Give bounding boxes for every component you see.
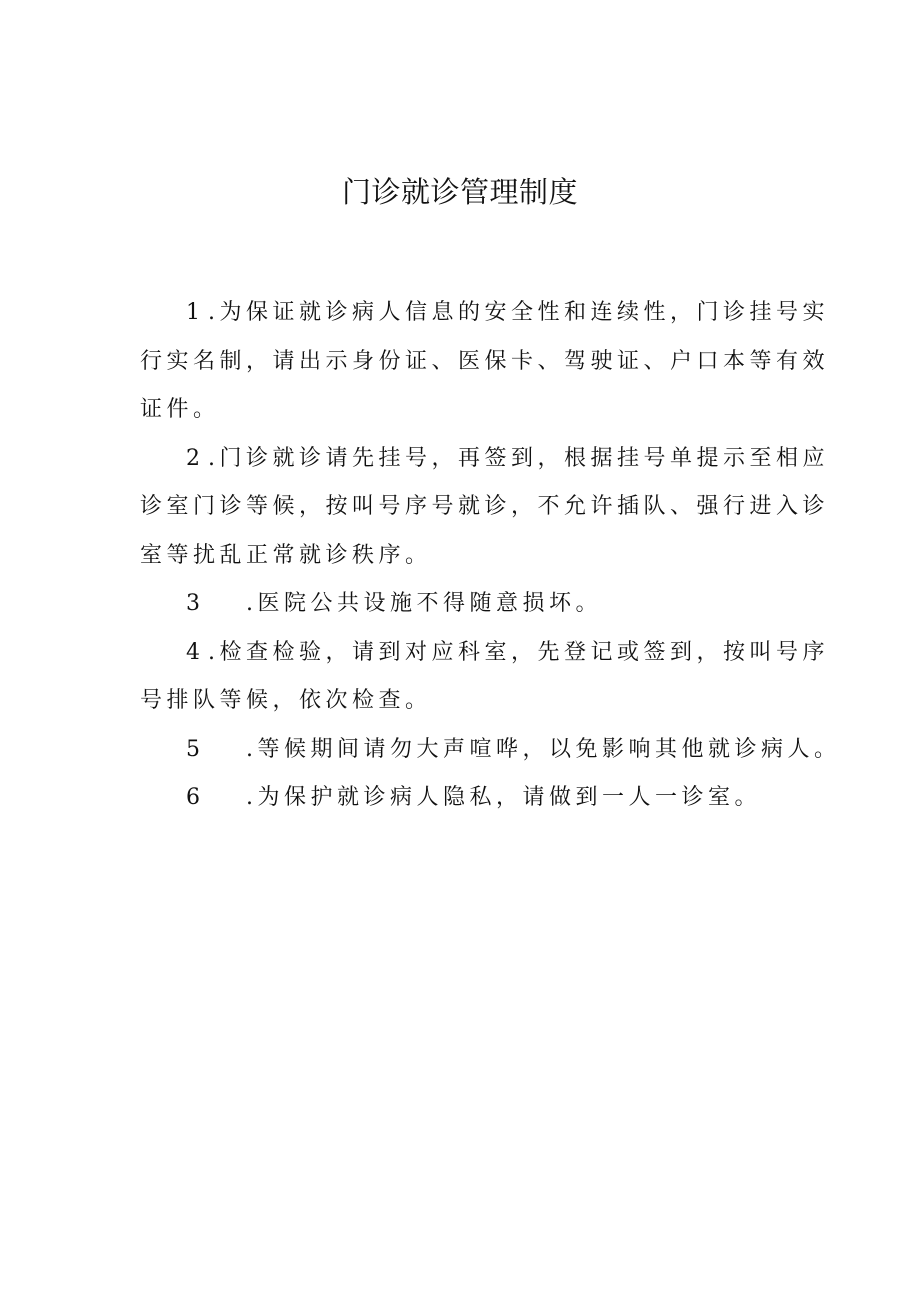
rule-item-4 <box>140 629 829 726</box>
rule-item-1 <box>140 289 830 435</box>
rule-line: 号排队等候，依次检查。 <box>140 688 432 713</box>
rule-text: .为保护就诊病人隐私，请做到一人一诊室。 <box>246 785 761 810</box>
rule-line <box>140 774 800 823</box>
rule-line: 证件。 <box>140 397 220 422</box>
rule-number: 5 <box>186 736 200 762</box>
rule-text: .医院公共设施不得随意损坏。 <box>246 591 602 616</box>
rule-text: .等候期间请勿大声喧哗，以免影响其他就诊病人。 <box>246 736 841 762</box>
rule-line <box>140 629 829 678</box>
rule-line <box>140 435 829 484</box>
rule-number: 2 <box>186 445 200 471</box>
rule-number: 4 <box>186 639 200 665</box>
rule-item-2 <box>140 435 830 581</box>
rule-line <box>140 289 829 338</box>
rule-item-5 <box>140 726 841 775</box>
rule-number: 3 <box>186 591 200 616</box>
rules-list <box>140 289 841 823</box>
rule-item-6 <box>140 774 800 823</box>
rule-text: .检查检验，请到对应科室，先登记或签到，按叫号序 <box>208 639 829 665</box>
rule-line: 行实名制，请出示身份证、医保卡、驾驶证、户口本等有效 <box>140 348 830 374</box>
document-title: 门诊就诊管理制度 <box>341 175 578 209</box>
rule-line: 诊室门诊等候，按叫号序号就诊，不允许插队、强行进入诊 <box>140 494 830 519</box>
rule-number: 1 <box>186 300 200 325</box>
rule-text: .为保证就诊病人信息的安全性和连续性，门诊挂号实 <box>208 300 829 325</box>
rule-line <box>140 580 800 629</box>
rule-text: .门诊就诊请先挂号，再签到，根据挂号单提示至相应 <box>208 445 829 471</box>
rule-number: 6 <box>186 785 200 810</box>
rule-item-3 <box>140 580 800 629</box>
rule-line: 室等扰乱正常就诊秩序。 <box>140 542 432 568</box>
rule-line <box>140 726 841 775</box>
